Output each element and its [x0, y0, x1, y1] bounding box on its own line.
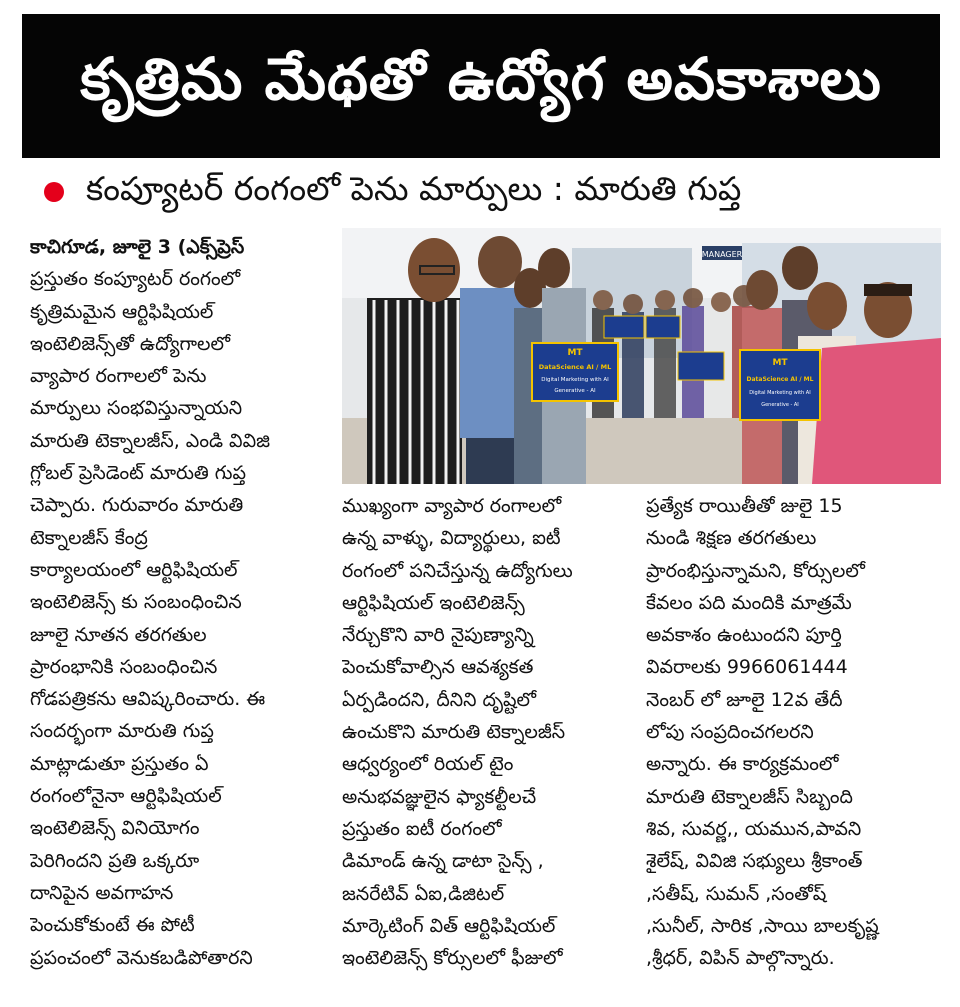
text-line: అవకాశం ఉంటుందని పూర్తి: [646, 624, 842, 647]
poster-right-line-1: DataScience AI / ML: [746, 376, 814, 383]
text-line: ప్రారంభిస్తున్నామని, కోర్సులలో: [646, 559, 865, 582]
text-line: నెంబర్ లో జూలై 12వ తేదీ: [646, 688, 843, 711]
text-line: గోడపత్రికను ఆవిష్కరించారు. ఈ: [30, 688, 266, 711]
text-line: మారుతి టెక్నాలజీస్, ఎండి వివిజి: [30, 429, 270, 452]
poster-line-3: Generative - AI: [554, 388, 596, 394]
text-line: శైలేష్, వివిజి సభ్యులు శ్రీకాంత్: [646, 850, 863, 873]
poster-right-line-2: Digital Marketing with AI: [749, 390, 811, 396]
text-line: ,సతీష్, సుమన్ ,సంతోష్: [646, 882, 827, 905]
text-line: కేవలం పది మందికి మాత్రమే: [646, 591, 852, 614]
text-line: నుండి శిక్షణ తరగతులు: [646, 527, 817, 550]
text-line: ఇంటెలిజెన్స్ వినియోగం: [30, 817, 200, 840]
poster-right-logo: MT: [772, 358, 788, 368]
text-line: లోపు సంప్రదించగలరని: [646, 721, 814, 744]
text-line: వివరాలకు 9966061444: [646, 656, 848, 679]
poster-line-1: DataScience AI / ML: [538, 363, 612, 371]
text-line: మాట్లాడుతూ ప్రస్తుతం ఏ: [30, 752, 209, 775]
text-line: కార్యాలయంలో ఆర్టిఫిషియల్: [30, 558, 238, 581]
text-line: జనరేటివ్ ఏఐ,డిజిటల్: [342, 882, 505, 905]
text-line: పెంచుకోకుంటే ఈ పోటీ: [30, 914, 195, 937]
text-line: గ్లోబల్ ప్రెసిడెంట్ మారుతి గుప్త: [30, 462, 246, 485]
headline-banner: [22, 14, 940, 158]
text-line: ఏర్పడిందని, దీనిని దృష్టిలో: [342, 688, 537, 711]
article-column-1: [30, 231, 330, 974]
headline-text: కృత్రిమ మేథతో ఉద్యోగ అవకాశాలు: [80, 44, 882, 113]
text-line: మార్కెటింగ్ విత్ ఆర్టిఫిషియల్: [342, 914, 556, 937]
text-line: శివ, సువర్ణ,, యమున,పావని: [646, 817, 862, 840]
text-line: పెరిగిందని ప్రతి ఒక్కరూ: [30, 849, 200, 872]
text-line: ప్రస్తుతం కంప్యూటర్ రంగంలో: [30, 268, 241, 291]
text-line: ఉన్న వాళ్ళు, విద్యార్థులు, ఐటీ: [342, 527, 561, 550]
text-line: ఇంటెలిజెన్స్ కు సంబంధించిన: [30, 591, 242, 614]
text-line: ఇంటెలిజెన్స్ కోర్సులలో ఫీజులో: [342, 947, 563, 970]
text-line: ముఖ్యంగా వ్యాపార రంగాలలో: [342, 495, 562, 517]
text-line: కృత్రిమమైన ఆర్టిఫిషియల్: [30, 300, 214, 323]
text-line: రంగంలోనైనా ఆర్టిఫిషియల్: [30, 785, 222, 808]
event-photo: [342, 228, 941, 484]
text-line: అనుభవజ్ఞులైన ఫ్యాకల్టీలచే: [342, 785, 537, 808]
text-line: జూలై నూతన తరగతుల: [30, 623, 207, 646]
poster-right: [740, 350, 820, 420]
text-line: పెంచుకోవాల్సిన ఆవశ్యకత: [342, 656, 534, 679]
text-line: ,శ్రీధర్, విపిన్ పాల్గొన్నారు.: [646, 947, 835, 970]
subheadline-text: కంప్యూటర్ రంగంలో పెను మార్పులు : మారుతి గుప్త: [86, 168, 742, 208]
text-line: రంగంలో పనిచేస్తున్న ఉద్యోగులు: [342, 559, 573, 582]
text-line: ప్రపంచంలో వెనుకబడిపోతారని: [30, 946, 253, 969]
text-line: మారుతి టెక్నాలజీస్ సిబ్బంది: [646, 785, 853, 808]
subheadline: [40, 168, 940, 216]
text-line: సందర్భంగా మారుతి గుప్త: [30, 720, 214, 743]
event-photo-illustration: [342, 228, 941, 484]
text-line: ఇంటెలిజెన్స్‌తో ఉద్యోగాలలో: [30, 332, 231, 355]
poster-logo: MT: [567, 348, 583, 358]
text-line: ఆధ్వర్యంలో రియల్ టైం: [342, 753, 514, 776]
red-bullet-icon: [44, 182, 64, 202]
poster-right-line-3: Generative - AI: [761, 402, 799, 408]
text-line: దానిపైన అవగాహన: [30, 881, 174, 904]
text-line: ,సునీల్, సారిక ,సాయి బాలకృష్ణ: [646, 914, 879, 937]
text-line: ప్రారంభానికి సంబంధించిన: [30, 655, 218, 678]
text-line: నేర్చుకొని వారి నైపుణ్యాన్ని: [342, 624, 534, 647]
text-line: టెక్నాలజీస్ కేంద్ర: [30, 526, 148, 549]
text-line: చెప్పారు. గురువారం మారుతి: [30, 494, 244, 517]
article-column-2: [342, 490, 632, 974]
text-line: ప్రత్యేక రాయితీతో జులై 15: [646, 495, 843, 517]
office-sign: MANAGER: [701, 250, 743, 259]
article-column-3: [646, 490, 946, 974]
text-line: మార్పులు సంభవిస్తున్నాయని: [30, 397, 243, 420]
poster-left: [532, 343, 618, 401]
dateline: కాచిగూడ, జూలై 3 (ఎక్స్‌ప్రెస్: [30, 236, 245, 258]
text-line: ఆర్టిఫిషియల్ ఇంటెలిజెన్స్: [342, 591, 525, 614]
text-line: వ్యాపార రంగాలలో పెను: [30, 365, 207, 388]
text-line: డిమాండ్ ఉన్న డాటా సైన్స్ ,: [342, 850, 544, 873]
text-line: ఉంచుకొని మారుతి టెక్నాలజీస్: [342, 721, 566, 744]
text-line: ప్రస్తుతం ఐటీ రంగంలో: [342, 817, 502, 840]
poster-line-2: Digital Marketing with AI: [541, 377, 609, 383]
text-line: అన్నారు. ఈ కార్యక్రమంలో: [646, 753, 839, 776]
